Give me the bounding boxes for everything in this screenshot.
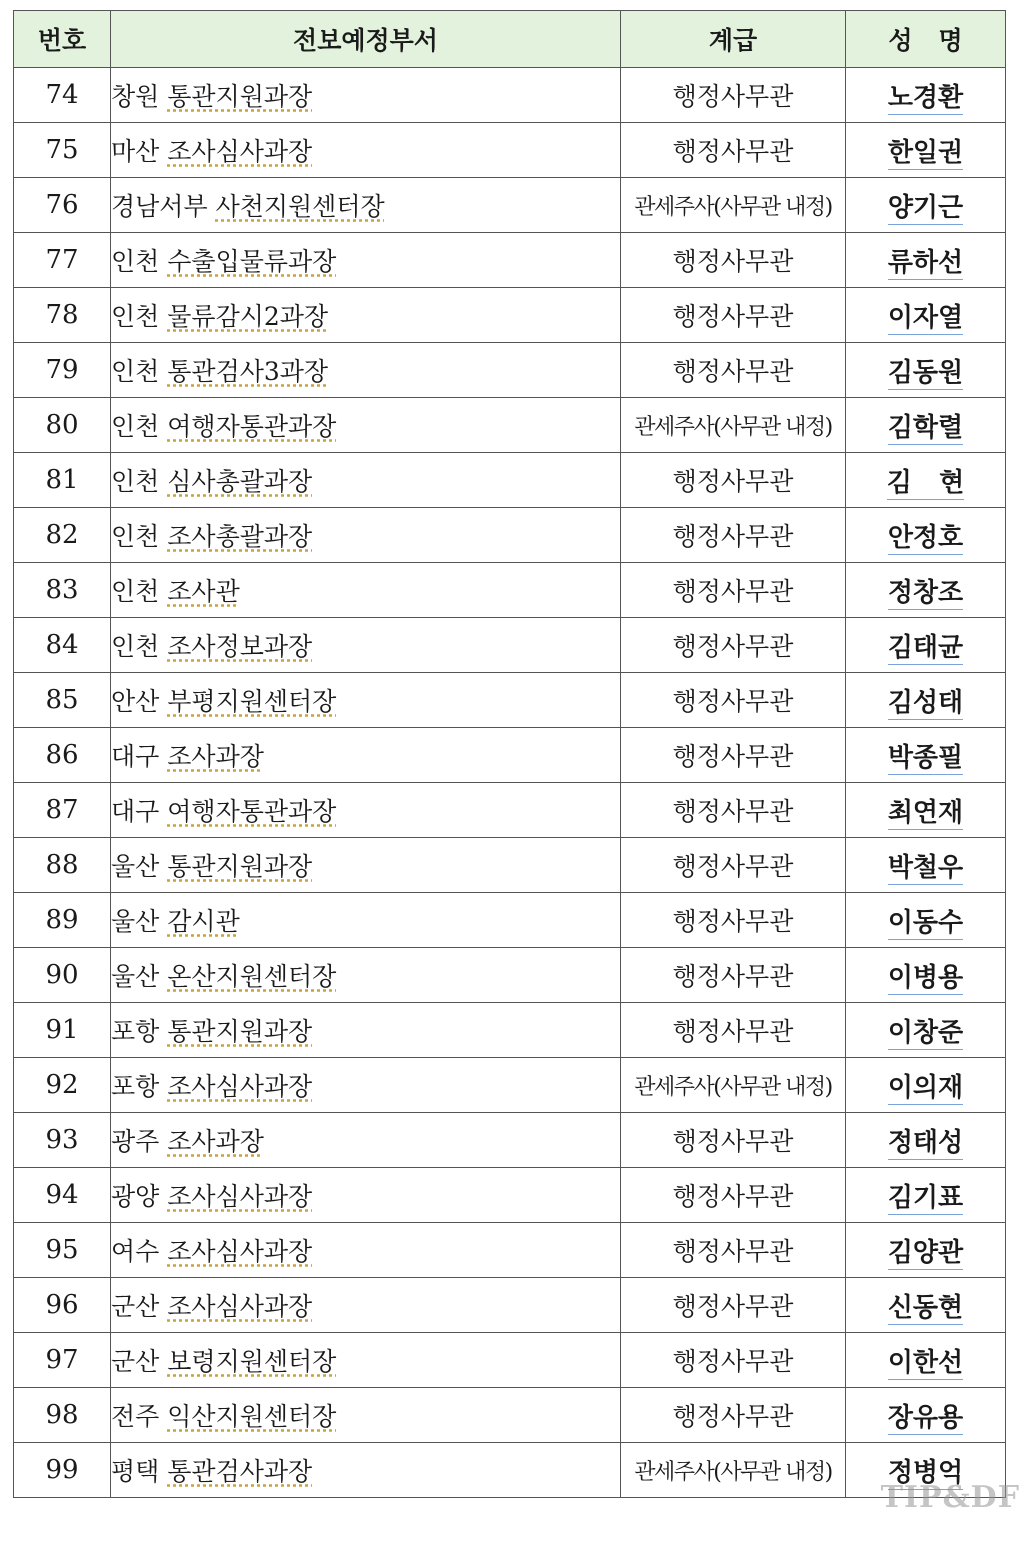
row-person-name xyxy=(846,233,1006,288)
row-person-name xyxy=(846,783,1006,838)
department-unit: 통관지원과장 xyxy=(167,82,313,111)
table-row xyxy=(14,398,1006,453)
row-department xyxy=(111,783,621,838)
department-office: 광양 xyxy=(111,1182,160,1211)
row-number: 96 xyxy=(14,1278,111,1333)
table-row xyxy=(14,1388,1006,1443)
row-number: 78 xyxy=(14,288,111,343)
row-department xyxy=(111,1113,621,1168)
table-row xyxy=(14,508,1006,563)
person-name: 양기근 xyxy=(887,192,964,223)
department-unit: 여행자통관과장 xyxy=(167,797,337,826)
table-row xyxy=(14,1223,1006,1278)
row-person-name xyxy=(846,1278,1006,1333)
header-rank: 계급 xyxy=(621,11,846,68)
department-unit: 조사과장 xyxy=(167,742,264,771)
row-rank: 행정사무관 xyxy=(621,1223,846,1278)
table-row xyxy=(14,453,1006,508)
row-person-name xyxy=(846,893,1006,948)
department-office: 광주 xyxy=(111,1127,160,1156)
department-office: 평택 xyxy=(111,1457,160,1486)
department-office: 인천 xyxy=(111,412,160,441)
row-number: 88 xyxy=(14,838,111,893)
table-row xyxy=(14,288,1006,343)
department-office: 군산 xyxy=(111,1347,160,1376)
table-row xyxy=(14,673,1006,728)
table-row xyxy=(14,1333,1006,1388)
row-rank: 관세주사(사무관 내정) xyxy=(621,178,846,233)
row-number: 93 xyxy=(14,1113,111,1168)
table-row xyxy=(14,1443,1006,1498)
person-name: 김양관 xyxy=(887,1237,964,1268)
department-office: 인천 xyxy=(111,467,160,496)
table-row xyxy=(14,838,1006,893)
row-rank: 관세주사(사무관 내정) xyxy=(621,1443,846,1498)
row-person-name xyxy=(846,123,1006,178)
row-number: 81 xyxy=(14,453,111,508)
row-number: 77 xyxy=(14,233,111,288)
row-department xyxy=(111,618,621,673)
table-header xyxy=(14,11,1006,68)
table-row xyxy=(14,728,1006,783)
row-rank: 행정사무관 xyxy=(621,893,846,948)
row-rank: 행정사무관 xyxy=(621,1168,846,1223)
person-name: 이동수 xyxy=(887,907,964,938)
row-person-name xyxy=(846,1113,1006,1168)
row-number: 83 xyxy=(14,563,111,618)
row-department xyxy=(111,728,621,783)
row-rank: 행정사무관 xyxy=(621,1333,846,1388)
department-office: 인천 xyxy=(111,247,160,276)
row-department xyxy=(111,1333,621,1388)
person-name: 안정호 xyxy=(887,522,964,553)
row-person-name xyxy=(846,1168,1006,1223)
table-body xyxy=(14,68,1006,1498)
row-rank: 행정사무관 xyxy=(621,1003,846,1058)
row-number: 90 xyxy=(14,948,111,1003)
row-department xyxy=(111,343,621,398)
department-unit: 물류감시2과장 xyxy=(167,302,329,331)
row-department xyxy=(111,948,621,1003)
row-rank: 관세주사(사무관 내정) xyxy=(621,1058,846,1113)
person-name: 박철우 xyxy=(887,852,964,883)
row-department xyxy=(111,68,621,123)
row-department xyxy=(111,838,621,893)
row-rank: 행정사무관 xyxy=(621,288,846,343)
table-row xyxy=(14,233,1006,288)
row-department xyxy=(111,178,621,233)
person-name: 정태성 xyxy=(887,1127,964,1158)
department-unit: 조사심사과장 xyxy=(167,137,313,166)
row-number: 91 xyxy=(14,1003,111,1058)
person-name: 장유용 xyxy=(887,1402,964,1433)
row-number: 94 xyxy=(14,1168,111,1223)
row-person-name xyxy=(846,673,1006,728)
header-department: 전보예정부서 xyxy=(111,11,621,68)
row-number: 82 xyxy=(14,508,111,563)
table-row xyxy=(14,1003,1006,1058)
row-number: 85 xyxy=(14,673,111,728)
person-name: 김태균 xyxy=(887,632,964,663)
department-office: 포항 xyxy=(111,1017,160,1046)
table-row xyxy=(14,178,1006,233)
person-name: 류하선 xyxy=(887,247,964,278)
table-row xyxy=(14,123,1006,178)
row-number: 79 xyxy=(14,343,111,398)
row-rank: 행정사무관 xyxy=(621,563,846,618)
watermark-logo: TIP&DF xyxy=(880,1480,1020,1515)
row-person-name xyxy=(846,728,1006,783)
person-name: 노경환 xyxy=(887,82,964,113)
row-rank: 행정사무관 xyxy=(621,508,846,563)
row-rank: 행정사무관 xyxy=(621,343,846,398)
person-name: 이병용 xyxy=(887,962,964,993)
person-name: 박종필 xyxy=(887,742,964,773)
row-number: 75 xyxy=(14,123,111,178)
row-department xyxy=(111,1278,621,1333)
row-person-name xyxy=(846,563,1006,618)
header-number: 번호 xyxy=(14,11,111,68)
department-office: 인천 xyxy=(111,577,160,606)
row-number: 95 xyxy=(14,1223,111,1278)
person-name: 이자열 xyxy=(887,302,964,333)
table-row xyxy=(14,563,1006,618)
row-rank: 행정사무관 xyxy=(621,123,846,178)
person-name: 정병억 xyxy=(887,1457,964,1488)
department-unit: 조사심사과장 xyxy=(167,1292,313,1321)
department-office: 여수 xyxy=(111,1237,160,1266)
department-unit: 조사관 xyxy=(167,577,240,606)
department-office: 경남서부 xyxy=(111,192,208,221)
row-department xyxy=(111,673,621,728)
person-name: 한일권 xyxy=(887,137,964,168)
department-unit: 부평지원센터장 xyxy=(167,687,337,716)
row-department xyxy=(111,288,621,343)
row-department xyxy=(111,508,621,563)
row-department xyxy=(111,233,621,288)
row-person-name xyxy=(846,343,1006,398)
header-row xyxy=(14,11,1006,68)
row-person-name xyxy=(846,948,1006,1003)
row-person-name xyxy=(846,1333,1006,1388)
person-name: 김성태 xyxy=(887,687,964,718)
row-rank: 행정사무관 xyxy=(621,618,846,673)
person-name: 이의재 xyxy=(887,1072,964,1103)
row-person-name xyxy=(846,453,1006,508)
department-office: 군산 xyxy=(111,1292,160,1321)
row-rank: 행정사무관 xyxy=(621,1113,846,1168)
person-name: 김기표 xyxy=(887,1182,964,1213)
department-unit: 여행자통관과장 xyxy=(167,412,337,441)
row-person-name xyxy=(846,1388,1006,1443)
person-name: 김동원 xyxy=(887,357,964,388)
department-office: 인천 xyxy=(111,357,160,386)
row-person-name xyxy=(846,508,1006,563)
row-department xyxy=(111,893,621,948)
department-office: 울산 xyxy=(111,852,160,881)
table-row xyxy=(14,1058,1006,1113)
department-unit: 조사심사과장 xyxy=(167,1072,313,1101)
row-number: 92 xyxy=(14,1058,111,1113)
row-department xyxy=(111,1003,621,1058)
row-number: 98 xyxy=(14,1388,111,1443)
table-row xyxy=(14,618,1006,673)
row-person-name xyxy=(846,398,1006,453)
row-rank: 행정사무관 xyxy=(621,1278,846,1333)
department-office: 인천 xyxy=(111,632,160,661)
person-name: 이창준 xyxy=(887,1017,964,1048)
department-office: 울산 xyxy=(111,962,160,991)
department-unit: 통관지원과장 xyxy=(167,1017,313,1046)
department-unit: 통관지원과장 xyxy=(167,852,313,881)
row-person-name xyxy=(846,1223,1006,1278)
row-number: 99 xyxy=(14,1443,111,1498)
department-office: 인천 xyxy=(111,302,160,331)
row-person-name xyxy=(846,838,1006,893)
row-rank: 행정사무관 xyxy=(621,783,846,838)
row-rank: 행정사무관 xyxy=(621,68,846,123)
row-person-name xyxy=(846,178,1006,233)
row-rank: 행정사무관 xyxy=(621,673,846,728)
table-row xyxy=(14,948,1006,1003)
department-unit: 온산지원센터장 xyxy=(167,962,337,991)
department-unit: 조사심사과장 xyxy=(167,1182,313,1211)
header-name: 성명 xyxy=(846,11,1006,68)
row-department xyxy=(111,1443,621,1498)
table-row xyxy=(14,68,1006,123)
row-person-name xyxy=(846,1058,1006,1113)
table-row xyxy=(14,343,1006,398)
row-number: 76 xyxy=(14,178,111,233)
table-row xyxy=(14,1278,1006,1333)
department-office: 대구 xyxy=(111,797,160,826)
department-unit: 통관검사3과장 xyxy=(167,357,329,386)
department-office: 안산 xyxy=(111,687,160,716)
table-row xyxy=(14,1113,1006,1168)
row-person-name xyxy=(846,288,1006,343)
row-number: 97 xyxy=(14,1333,111,1388)
row-department xyxy=(111,563,621,618)
row-rank: 행정사무관 xyxy=(621,233,846,288)
person-name: 최연재 xyxy=(887,797,964,828)
person-name: 신동현 xyxy=(887,1292,964,1323)
department-unit: 조사정보과장 xyxy=(167,632,313,661)
person-name: 김학렬 xyxy=(887,412,964,443)
row-department xyxy=(111,453,621,508)
department-office: 창원 xyxy=(111,82,160,111)
person-name: 이한선 xyxy=(887,1347,964,1378)
department-unit: 사천지원센터장 xyxy=(215,192,385,221)
row-department xyxy=(111,1388,621,1443)
department-unit: 익산지원센터장 xyxy=(167,1402,337,1431)
row-department xyxy=(111,398,621,453)
department-unit: 수출입물류과장 xyxy=(167,247,337,276)
row-rank: 행정사무관 xyxy=(621,838,846,893)
row-number: 84 xyxy=(14,618,111,673)
row-department xyxy=(111,1058,621,1113)
department-unit: 조사과장 xyxy=(167,1127,264,1156)
row-rank: 행정사무관 xyxy=(621,1388,846,1443)
person-name: 김 현 xyxy=(886,467,965,498)
row-number: 74 xyxy=(14,68,111,123)
row-number: 80 xyxy=(14,398,111,453)
person-name: 정창조 xyxy=(887,577,964,608)
department-unit: 조사심사과장 xyxy=(167,1237,313,1266)
table-row xyxy=(14,783,1006,838)
row-rank: 행정사무관 xyxy=(621,453,846,508)
table-row xyxy=(14,1168,1006,1223)
row-department xyxy=(111,123,621,178)
department-unit: 통관검사과장 xyxy=(167,1457,313,1486)
personnel-transfer-table xyxy=(13,10,1006,1498)
row-person-name xyxy=(846,1003,1006,1058)
department-office: 대구 xyxy=(111,742,160,771)
department-office: 전주 xyxy=(111,1402,160,1431)
department-office: 인천 xyxy=(111,522,160,551)
row-person-name xyxy=(846,618,1006,673)
department-unit: 조사총괄과장 xyxy=(167,522,313,551)
department-unit: 보령지원센터장 xyxy=(167,1347,337,1376)
row-number: 87 xyxy=(14,783,111,838)
row-rank: 관세주사(사무관 내정) xyxy=(621,398,846,453)
row-number: 86 xyxy=(14,728,111,783)
row-number: 89 xyxy=(14,893,111,948)
department-office: 마산 xyxy=(111,137,160,166)
row-rank: 행정사무관 xyxy=(621,948,846,1003)
department-unit: 감시관 xyxy=(167,907,240,936)
row-department xyxy=(111,1223,621,1278)
row-department xyxy=(111,1168,621,1223)
department-office: 포항 xyxy=(111,1072,160,1101)
row-rank: 행정사무관 xyxy=(621,728,846,783)
department-office: 울산 xyxy=(111,907,160,936)
table-row xyxy=(14,893,1006,948)
department-unit: 심사총괄과장 xyxy=(167,467,313,496)
row-person-name xyxy=(846,68,1006,123)
